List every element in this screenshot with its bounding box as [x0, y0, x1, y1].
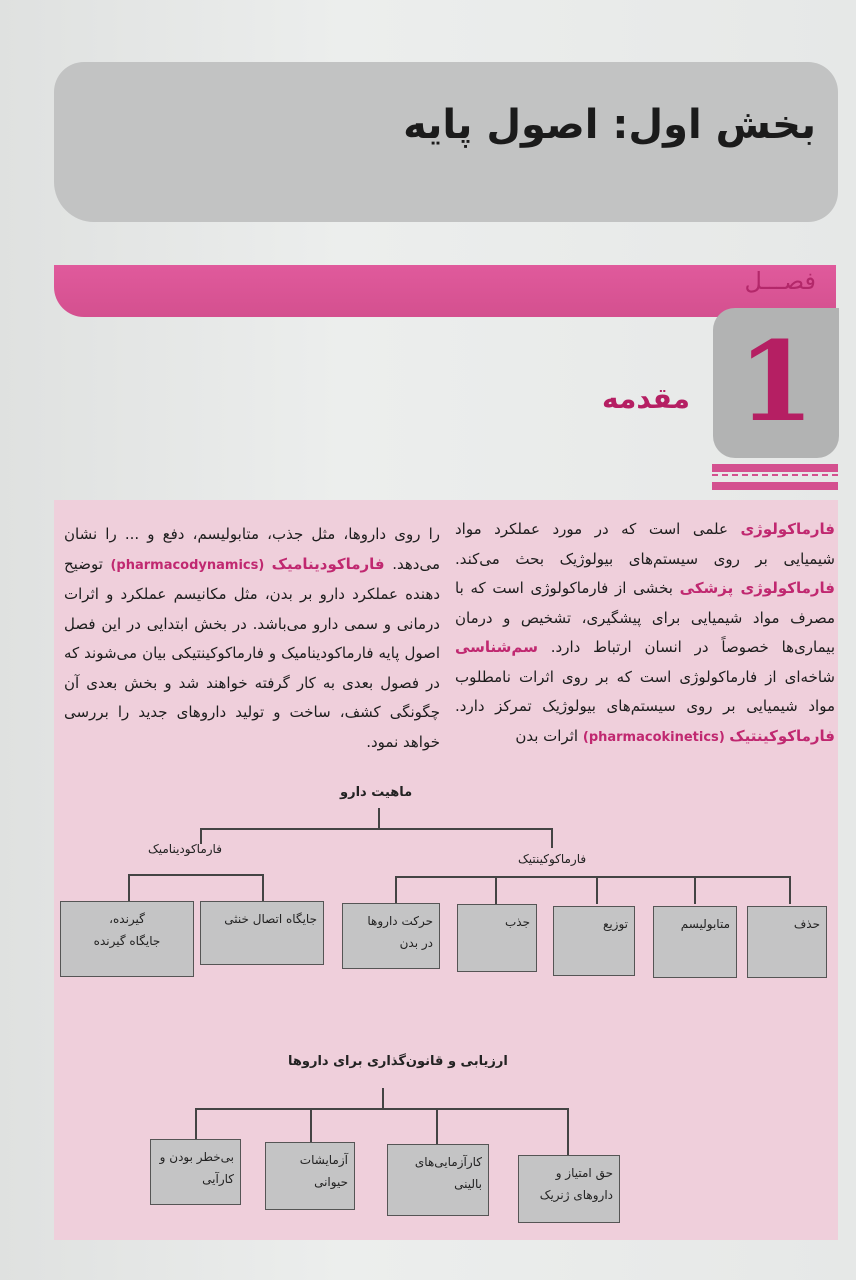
- chapter-bar: [54, 265, 836, 317]
- chapter-title: مقدمه: [602, 382, 690, 415]
- term-pharmacodynamics-en: (pharmacodynamics): [110, 557, 272, 573]
- connector: [128, 874, 130, 902]
- connector: [436, 1108, 438, 1144]
- text-column-right: [455, 515, 835, 752]
- connector: [694, 876, 696, 904]
- box-line: بی‌خطر بودن و: [159, 1150, 234, 1164]
- box-line: گیرنده،: [109, 912, 145, 926]
- connector: [195, 1108, 569, 1110]
- body-text: شاخه‌ای از فارماکولوژی است که بر روی اثرات نامطلوب مواد شیمیایی بر روی سیستم‌های بیولوژیک تمرکز دارد.: [455, 667, 835, 715]
- term-pharmacodynamics: فارماکودینامیک: [271, 554, 385, 573]
- body-text: بخشی از فارماکولوژی است که با مصرف مواد شیمیایی برای پیشگیری، تشخیص و درمان بیماری‌ها خصوصاً در انسان ارتباط دارد.: [455, 579, 835, 656]
- box-line: حق امتیاز و: [555, 1166, 613, 1180]
- connector: [789, 876, 791, 904]
- connector: [395, 876, 791, 878]
- box-line: کارآزمایی‌های: [414, 1155, 482, 1169]
- box-absorption: [457, 904, 537, 972]
- box-line: جایگاه گیرنده: [93, 934, 161, 948]
- divider-stripe-top: [712, 464, 838, 472]
- box-line: متابولیسم: [680, 917, 730, 931]
- term-pharmacology: فارماکولوژی: [740, 520, 835, 538]
- chapter-label: فصـــل: [744, 267, 816, 295]
- branch-pharmacokinetics: فارماکوکینتیک: [518, 852, 587, 866]
- box-safety-efficacy: [150, 1139, 241, 1205]
- diagram2-title: ارزیابی و قانون‌گذاری برای داروها: [288, 1054, 508, 1069]
- part-header: [54, 62, 838, 222]
- box-metabolism: [653, 906, 737, 978]
- connector: [395, 876, 397, 904]
- divider-dashes: [712, 474, 838, 476]
- chapter-number-box: [713, 308, 839, 458]
- connector: [567, 1108, 569, 1156]
- box-line: کارآیی: [202, 1172, 234, 1186]
- connector: [310, 1108, 312, 1142]
- box-receptor: [60, 901, 194, 977]
- term-pharmacokinetics: فارماکوکینتیک: [729, 726, 835, 745]
- box-elimination: [747, 906, 827, 978]
- branch-pharmacodynamics: فارماکودینامیک: [148, 842, 222, 856]
- box-line: در بدن: [399, 936, 433, 950]
- box-patents-generics: [518, 1155, 620, 1223]
- diagram1-title: ماهیت دارو: [340, 785, 413, 800]
- connector: [596, 876, 598, 904]
- connector: [128, 874, 264, 876]
- connector: [382, 1088, 384, 1110]
- text-column-left: [64, 520, 440, 757]
- connector: [378, 808, 380, 828]
- connector: [262, 874, 264, 902]
- body-text: اثرات بدن: [515, 726, 583, 745]
- box-line: جایگاه اتصال خنثی: [224, 912, 317, 926]
- box-line: بالینی: [454, 1177, 482, 1191]
- box-clinical-trials: [387, 1144, 489, 1216]
- box-line: حرکت داروها: [367, 914, 433, 928]
- box-animal-testing: [265, 1142, 355, 1210]
- box-line: داروهای ژنریک: [539, 1188, 613, 1202]
- connector: [200, 828, 553, 830]
- chapter-number: 1: [737, 317, 815, 446]
- connector: [195, 1108, 197, 1140]
- body-text: توضیح دهنده عملکرد دارو بر بدن، مثل مکانیسم عملکرد و اثرات درمانی و سمی دارو می‌باشد. در بخش ابتدایی در این فصل اصول پایه فارماکودینامیک و فارماکوکینتیکی بیان می‌شوند که در فصول بعدی به کار گرفته خواهند شد و بخش بعدی آن چگونگی کشف، ساخت و تولید داروهای جدید را بررسی خواهد نمود.: [64, 554, 440, 751]
- box-line: جذب: [504, 915, 530, 929]
- box-neutral-binding-site: [200, 901, 324, 965]
- part-title: بخش اول: اصول پایه: [403, 102, 816, 148]
- term-toxicology: سم‌شناسی: [455, 638, 538, 656]
- box-line: حذف: [793, 917, 820, 931]
- connector: [495, 876, 497, 904]
- box-line: توزیع: [602, 917, 628, 931]
- box-drug-movement: [342, 903, 440, 969]
- box-distribution: [553, 906, 635, 976]
- box-line: آزمایشات حیوانی: [299, 1153, 348, 1189]
- term-medical-pharmacology: فارماکولوژی پزشکی: [679, 579, 835, 597]
- divider-stripe-bottom: [712, 482, 838, 490]
- term-pharmacokinetics-en: (pharmacokinetics): [582, 729, 730, 745]
- connector: [551, 828, 553, 848]
- body-text: را روی داروها، مثل جذب، متابولیسم، دفع و ... را نشان می‌دهد.: [64, 525, 440, 573]
- body-text: علمی است که در مورد عملکرد مواد شیمیایی بر روی سیستم‌های بیولوژیک بحث می‌کند.: [455, 520, 835, 568]
